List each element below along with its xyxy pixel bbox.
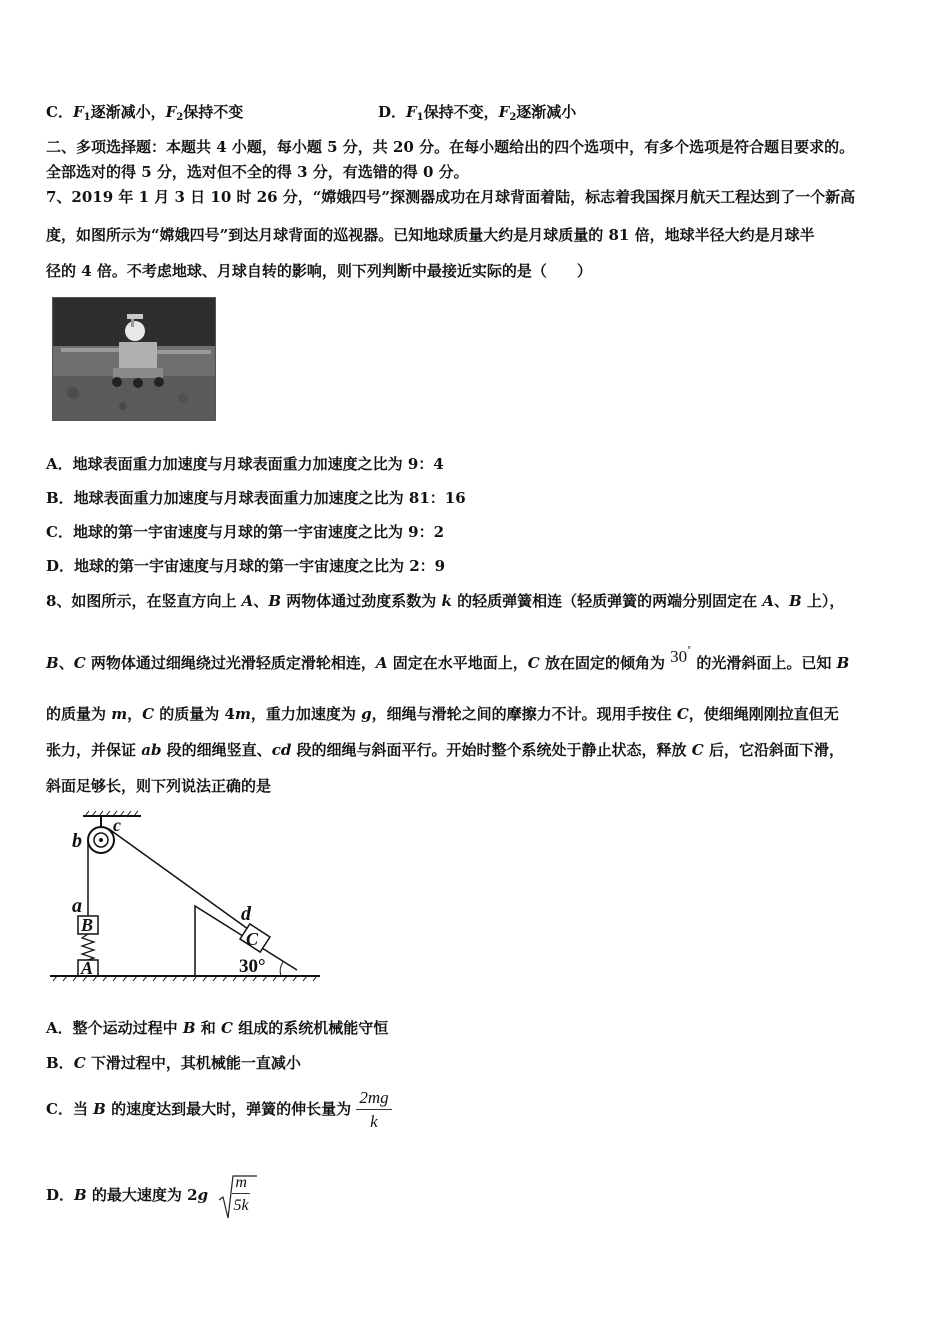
q8-stem-line-1: 8、如图所示，在竖直方向上 A、B 两物体通过劲度系数为 k 的轻质弹簧相连（轻质弹簧的两端分别固定在 A、B 上）， [46, 592, 845, 610]
svg-text:b: b [72, 830, 82, 852]
svg-text:C: C [246, 929, 259, 949]
spring-extension-fraction: $\frac{2mg}{k}$ [356, 1088, 391, 1132]
q8-stem-line-4: 张力，并保证 ab 段的细绳竖直、cd 段的细绳与斜面平行。开始时整个系统处于静止状态，释放 C 后，它沿斜面下滑， [46, 741, 844, 759]
svg-text:c: c [113, 815, 121, 835]
q8-option-d: D．B 的最大速度为 2g $\frac{m}{5k}$ [46, 1170, 257, 1222]
svg-text:A: A [81, 958, 94, 978]
svg-text:a: a [72, 895, 82, 917]
option-c-previous: C．$F_1$逐渐减小，$F_2$保持不变 [46, 103, 244, 123]
section-header-line-1: 二、多项选择题：本题共 4 小题，每小题 5 分，共 20 分。在每小题给出的四个选项中，有多个选项是符合题目要求的。 [46, 138, 855, 156]
q7-stem-line-2: 度，如图所示为“嫦娥四号”到达月球背面的巡视器。已知地球质量大约是月球质量的 81 倍，地球半径大约是月球半 [46, 226, 815, 244]
lunar-rover-image [53, 298, 215, 420]
q8-option-b: B．C 下滑过程中，其机械能一直减小 [46, 1054, 301, 1072]
q7-option-d: D．地球的第一宇宙速度与月球的第一宇宙速度之比为 2：9 [46, 557, 446, 575]
svg-text:30°: 30° [239, 956, 266, 977]
rover-photo [52, 297, 216, 421]
q8-stem-line-2: B、C 两物体通过细绳绕过光滑轻质定滑轮相连，A 固定在水平地面上，C 放在固定的倾角为 30° 的光滑斜面上。已知 B [46, 645, 850, 672]
angle-value: 30 [670, 647, 688, 666]
option-d-previous: D．$F_1$保持不变，$F_2$逐渐减小 [378, 103, 577, 123]
pulley-incline-diagram [45, 810, 325, 985]
q8-option-a: A．整个运动过程中 B 和 C 组成的系统机械能守恒 [46, 1019, 389, 1037]
q8-stem-line-3: 的质量为 m，C 的质量为 4m，重力加速度为 g，细绳与滑轮之间的摩擦力不计。现用手按住 C，使细绳刚刚拉直但无 [46, 705, 839, 723]
svg-text:B: B [81, 915, 94, 935]
svg-text:d: d [241, 903, 251, 925]
q8-stem-line-5: 斜面足够长，则下列说法正确的是 [46, 777, 272, 795]
q7-option-a: A．地球表面重力加速度与月球表面重力加速度之比为 9：4 [46, 455, 444, 473]
q7-option-b: B．地球表面重力加速度与月球表面重力加速度之比为 81：16 [46, 489, 466, 507]
q7-stem-line-1: 7、2019 年 1 月 3 日 10 时 26 分，“嫦娥四号”探测器成功在月球背面着陆，标志着我国探月航天工程达到了一个新高 [46, 188, 856, 206]
section-header-line-2: 全部选对的得 5 分，选对但不全的得 3 分，有选错的得 0 分。 [46, 163, 469, 181]
q8-option-c: C．当 B 的速度达到最大时，弹簧的伸长量为 $\frac{2mg}{k}$ [46, 1087, 392, 1132]
q7-option-c: C．地球的第一宇宙速度与月球的第一宇宙速度之比为 9：2 [46, 523, 445, 541]
sqrt-expression: $\frac{m}{5k}$ [217, 1171, 257, 1222]
q7-stem-line-3: 径的 4 倍。不考虑地球、月球自转的影响，则下列判断中最接近实际的是（ ） [46, 262, 592, 280]
